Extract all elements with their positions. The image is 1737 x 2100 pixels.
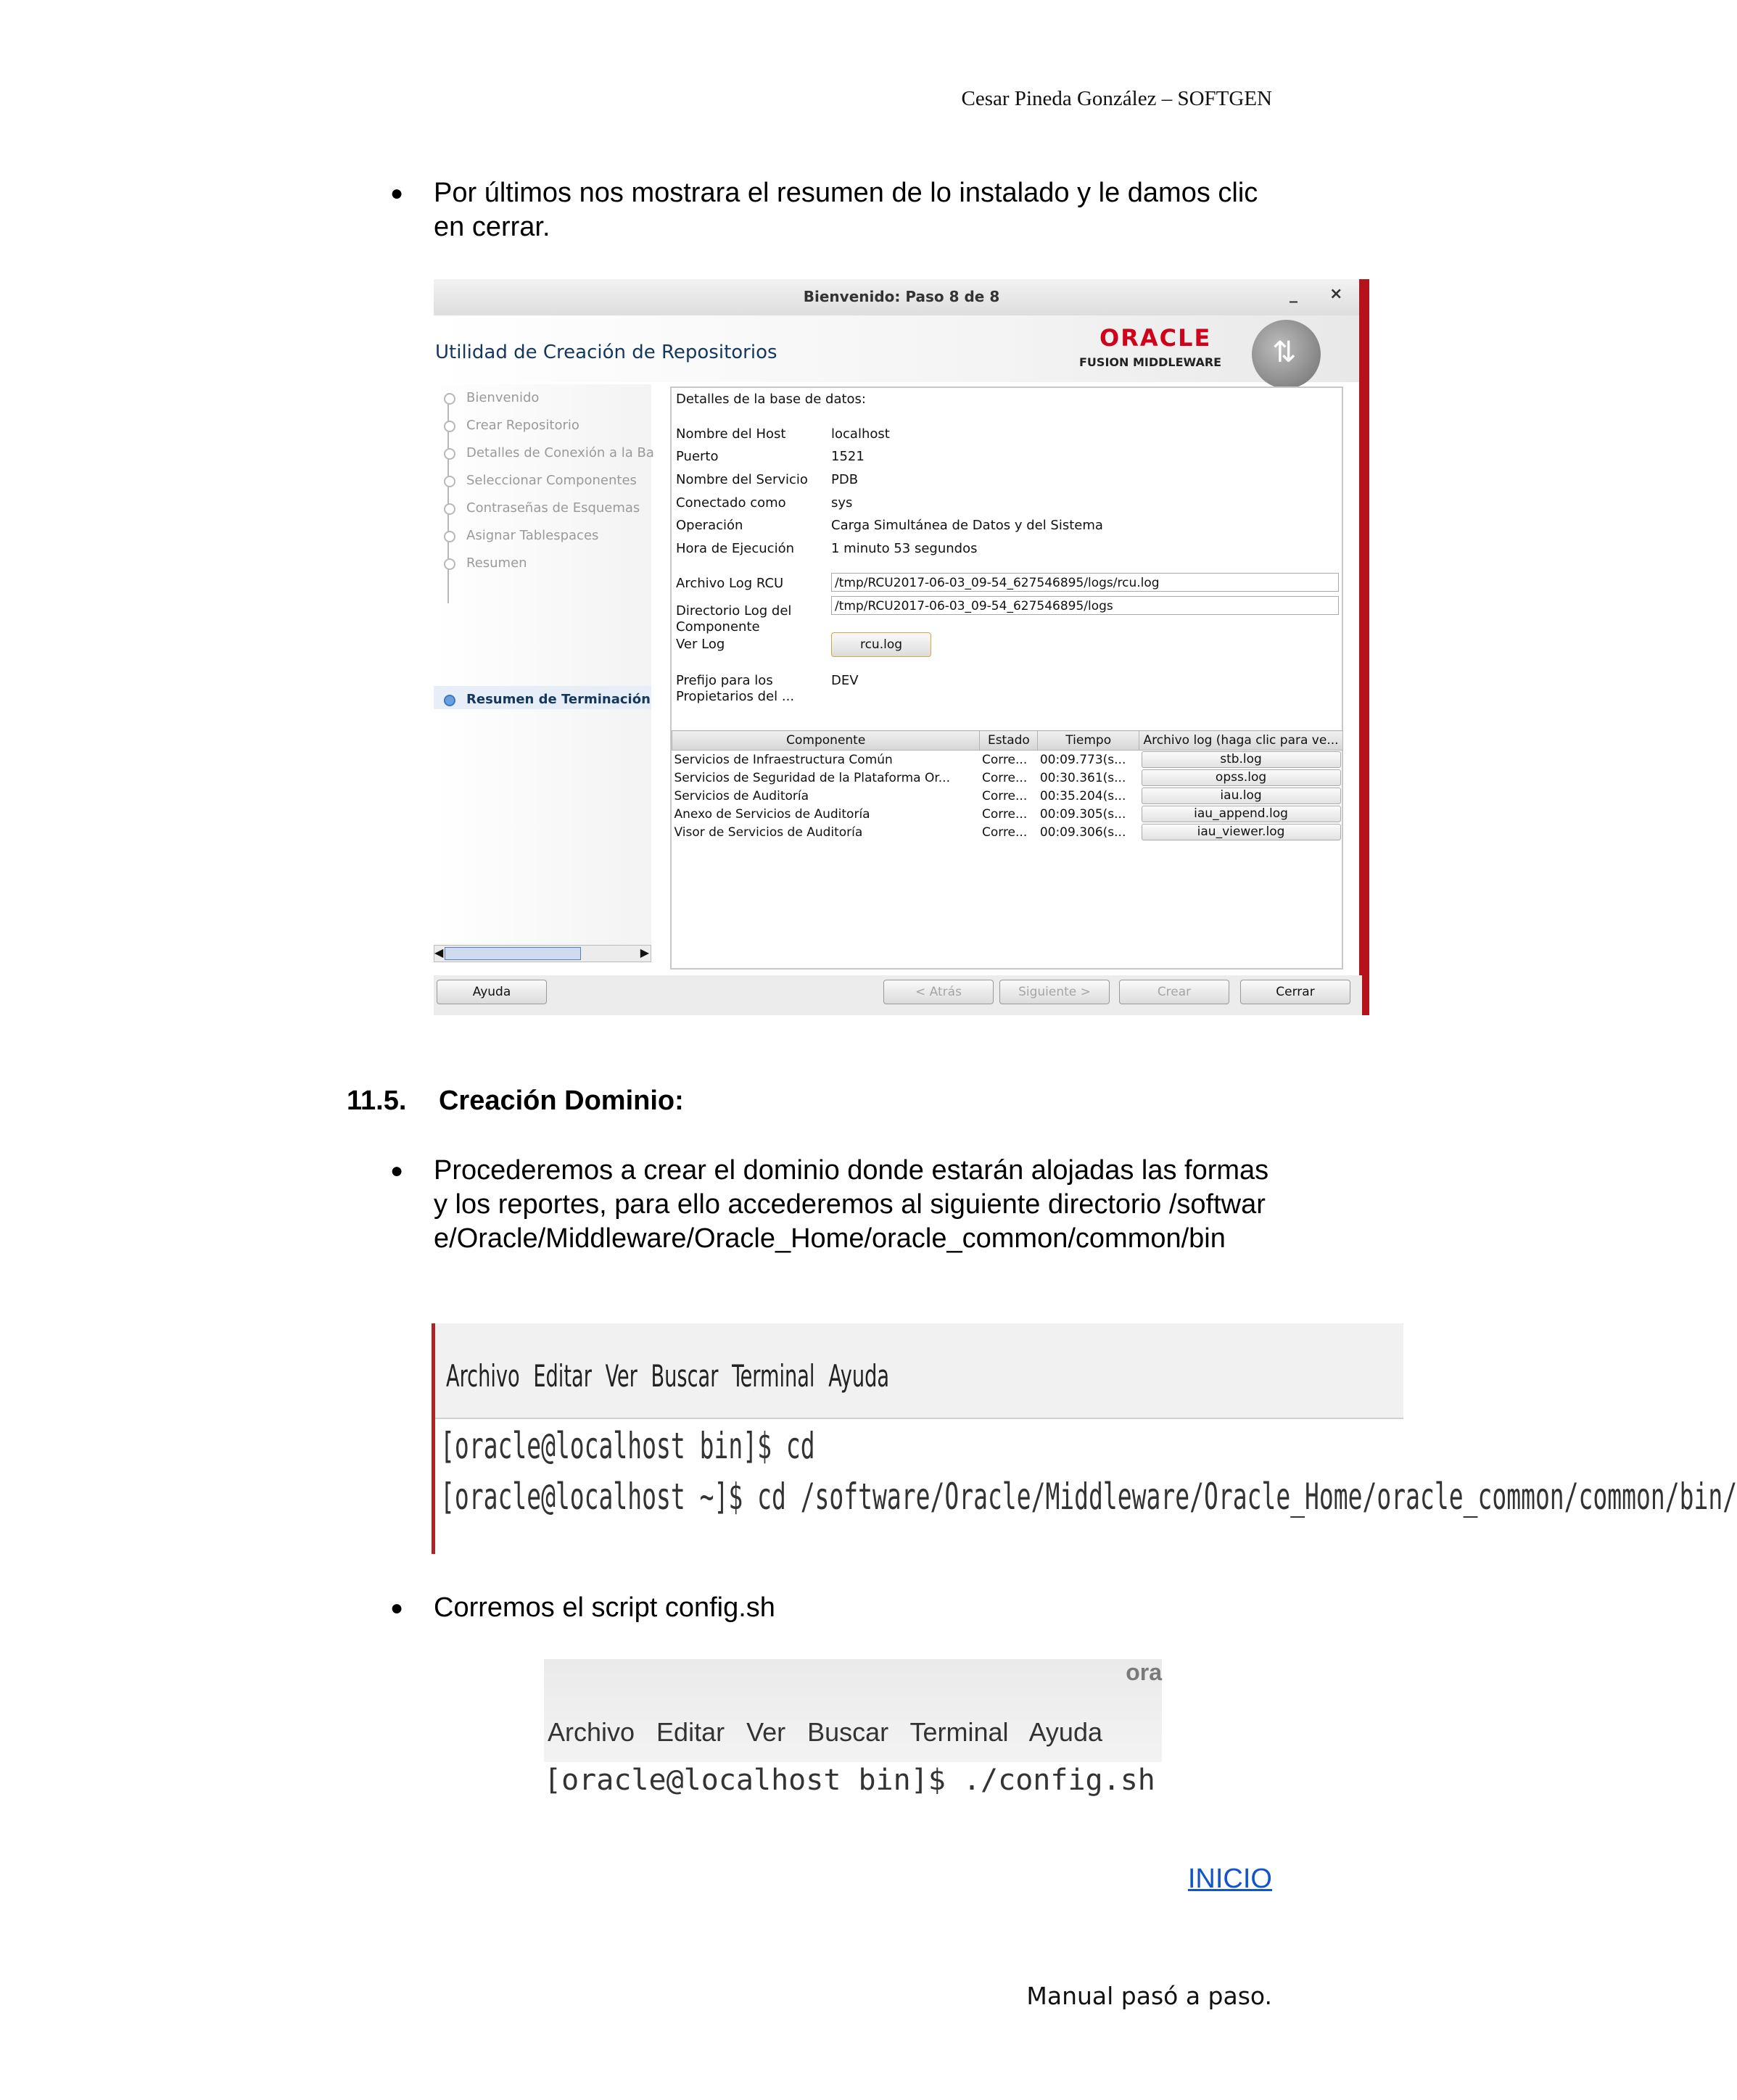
scroll-right-icon[interactable]: ▶	[640, 946, 649, 959]
time-cell: 00:09.306(s...	[1039, 824, 1126, 840]
terminal-screenshot-config	[544, 1659, 1162, 1804]
scrollbar-thumb[interactable]	[445, 947, 581, 960]
bullet-config-text: Corremos el script config.sh	[434, 1592, 775, 1623]
prefix-label: Prefijo para los Propietarios del ...	[676, 673, 795, 704]
wizard-steps-nav	[434, 384, 654, 957]
help-button[interactable]: Ayuda	[437, 980, 547, 1004]
detail-value: PDB	[831, 472, 859, 487]
next-button[interactable]: Siguiente >	[999, 980, 1110, 1004]
step-resumen[interactable]: Resumen	[466, 555, 527, 571]
globe-icon: ⇅	[1252, 320, 1321, 389]
back-button[interactable]: < Atrás	[883, 980, 994, 1004]
column-header[interactable]: Componente	[672, 731, 980, 751]
app-title: Utilidad de Creación de Repositorios	[435, 342, 777, 363]
table-row[interactable]	[672, 787, 1343, 805]
bullet-config	[390, 1591, 1284, 1625]
create-button[interactable]: Crear	[1119, 980, 1229, 1004]
log-dir-label: Directorio Log del Componente	[676, 603, 792, 634]
terminal-line: [oracle@localhost ~]$ cd /software/Oracle/Middleware/Oracle_Home/oracle_common/common/bin/	[440, 1476, 1737, 1518]
status-cell: Corre...	[981, 770, 1028, 785]
time-cell: 00:35.204(s...	[1039, 788, 1126, 803]
step-node-icon	[444, 531, 455, 542]
bullet-dot: ●	[390, 1159, 404, 1183]
terminal-screenshot-cd	[432, 1323, 1737, 1554]
log-file-button[interactable]: opss.log	[1142, 769, 1341, 786]
terminal-line: [oracle@localhost bin]$ cd	[440, 1425, 815, 1467]
terminal-top	[544, 1659, 1162, 1762]
component-cell: Servicios de Auditoría	[674, 788, 809, 803]
step-detalles-conexion[interactable]: Detalles de Conexión a la Ba	[466, 445, 654, 460]
detail-label: Puerto	[676, 449, 719, 464]
table-row[interactable]	[672, 823, 1343, 841]
status-cell: Corre...	[981, 824, 1028, 840]
rcu-window	[434, 279, 1369, 1015]
log-rcu-field[interactable]: /tmp/RCU2017-06-03_09-54_627546895/logs/rcu.log	[831, 573, 1339, 592]
page-header: Cesar Pineda González – SOFTGEN	[961, 87, 1272, 110]
detail-value: 1521	[831, 449, 865, 464]
step-crear-repositorio[interactable]: Crear Repositorio	[466, 418, 579, 433]
bullet-domain	[390, 1154, 1284, 1256]
scroll-left-icon[interactable]: ◀	[434, 946, 444, 959]
step-resumen-terminacion[interactable]: Resumen de Terminación	[466, 692, 651, 707]
step-seleccionar-componentes[interactable]: Seleccionar Componentes	[466, 473, 637, 488]
window-title: Bienvenido: Paso 8 de 8	[803, 288, 1000, 305]
status-cell: Corre...	[981, 806, 1028, 822]
prefix-value: DEV	[831, 673, 859, 688]
bullet-dot: ●	[390, 1596, 404, 1620]
status-cell: Corre...	[981, 752, 1028, 767]
page-footer: Manual pasó a paso.	[1026, 1982, 1272, 2010]
log-rcu-label: Archivo Log RCU	[676, 576, 784, 591]
component-cell: Servicios de Infraestructura Común	[674, 752, 893, 767]
oracle-logo: ORACLE	[1099, 324, 1212, 352]
section-heading	[347, 1086, 684, 1117]
bullet-dot: ●	[390, 181, 404, 205]
ver-log-button[interactable]: rcu.log	[831, 632, 931, 657]
component-cell: Anexo de Servicios de Auditoría	[674, 806, 870, 822]
section-number: 11.5.	[347, 1086, 407, 1116]
step-node-icon	[444, 421, 455, 432]
column-header[interactable]: Tiempo	[1038, 731, 1139, 751]
detail-label: Operación	[676, 518, 743, 533]
bullet-summary	[390, 176, 1290, 244]
step-node-icon	[444, 503, 455, 515]
terminal-line: [oracle@localhost bin]$ ./config.sh	[544, 1764, 1155, 1797]
table-row[interactable]	[672, 751, 1343, 769]
app-banner	[434, 315, 1362, 382]
table-row[interactable]	[672, 805, 1343, 823]
status-cell: Corre...	[981, 788, 1028, 803]
window-red-edge	[1359, 279, 1369, 1015]
log-file-button[interactable]: stb.log	[1142, 751, 1341, 768]
nav-horizontal-scrollbar[interactable]	[434, 945, 651, 962]
column-header[interactable]: Estado	[980, 731, 1038, 751]
detail-value: sys	[831, 495, 853, 510]
detail-label: Nombre del Host	[676, 426, 786, 442]
terminal-red-edge	[432, 1323, 435, 1554]
inicio-link[interactable]: INICIO	[1187, 1864, 1272, 1894]
step-node-icon	[444, 558, 455, 570]
component-cell: Visor de Servicios de Auditoría	[674, 824, 863, 840]
step-bienvenido[interactable]: Bienvenido	[466, 390, 540, 405]
terminal-menu[interactable]: Archivo Editar Ver Buscar Terminal Ayuda	[548, 1717, 1102, 1747]
terminal-menu[interactable]: Archivo Editar Ver Buscar Terminal Ayuda	[446, 1358, 890, 1394]
db-details-heading: Detalles de la base de datos:	[676, 392, 866, 407]
step-node-icon	[444, 476, 455, 487]
log-file-button[interactable]: iau_append.log	[1142, 806, 1341, 822]
close-window-button[interactable]: ×	[1329, 285, 1343, 303]
table-header-row	[672, 731, 1343, 751]
component-cell: Servicios de Seguridad de la Plataforma Or...	[674, 770, 950, 785]
detail-label: Nombre del Servicio	[676, 472, 808, 487]
step-node-active-icon	[444, 695, 455, 706]
close-button[interactable]: Cerrar	[1240, 980, 1350, 1004]
detail-value: 1 minuto 53 segundos	[831, 541, 978, 556]
bullet-summary-text: Por últimos nos mostrara el resumen de lo instalado y le damos clic en cerrar.	[434, 178, 1258, 242]
detail-label: Hora de Ejecución	[676, 541, 794, 556]
column-header[interactable]: Archivo log (haga clic para ve...	[1139, 731, 1343, 751]
log-file-button[interactable]: iau_viewer.log	[1142, 824, 1341, 840]
bullet-domain-text: Procederemos a crear el dominio donde estarán alojadas las formas y los reportes, para ello accederemos al siguiente directorio /software/Oracle/Middleware/Oracle_Home/oracle_common/common/bin	[434, 1155, 1269, 1254]
detail-label: Conectado como	[676, 495, 786, 510]
time-cell: 00:30.361(s...	[1039, 770, 1126, 785]
window-titlebar	[434, 279, 1369, 315]
log-file-button[interactable]: iau.log	[1142, 788, 1341, 804]
detail-value: Carga Simultánea de Datos y del Sistema	[831, 518, 1103, 533]
ver-log-label: Ver Log	[676, 637, 725, 652]
time-cell: 00:09.773(s...	[1039, 752, 1126, 767]
terminal-menubar	[432, 1323, 1403, 1419]
components-table	[672, 730, 1343, 841]
minimize-button[interactable]: _	[1290, 285, 1297, 303]
table-row[interactable]	[672, 769, 1343, 787]
detail-value: localhost	[831, 426, 890, 442]
time-cell: 00:09.305(s...	[1039, 806, 1126, 822]
step-node-icon	[444, 393, 455, 405]
log-dir-field[interactable]: /tmp/RCU2017-06-03_09-54_627546895/logs	[831, 596, 1339, 615]
section-title: Creación Dominio:	[438, 1086, 684, 1116]
step-node-icon	[444, 448, 455, 460]
step-contrasenas[interactable]: Contraseñas de Esquemas	[466, 500, 640, 516]
step-asignar-tablespaces[interactable]: Asignar Tablespaces	[466, 528, 599, 543]
fusion-middleware-logo: FUSION MIDDLEWARE	[1079, 355, 1222, 369]
terminal-title-fragment: ora	[1126, 1659, 1162, 1685]
